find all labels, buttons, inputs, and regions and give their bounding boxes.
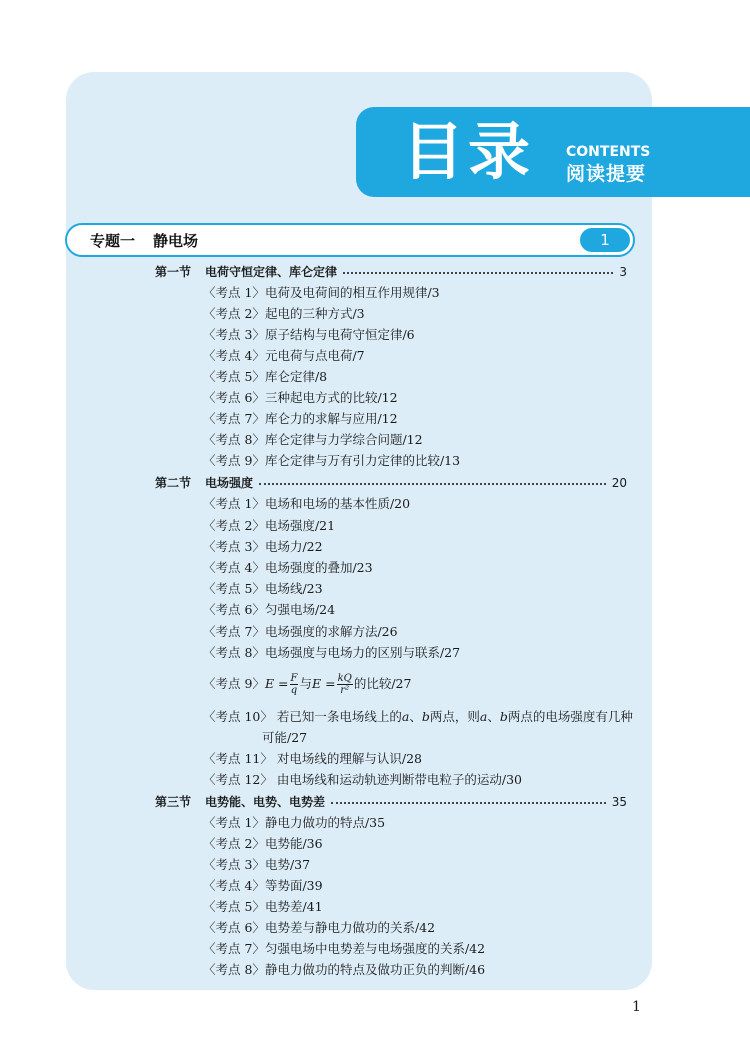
item-text: 电势差与静电力做功的关系/42	[264, 920, 436, 935]
toc-item[interactable]	[203, 707, 633, 727]
toc-item[interactable]	[203, 834, 323, 854]
item-text: 等势面/39	[264, 878, 323, 893]
toc-item[interactable]	[203, 283, 440, 303]
item-label: 〈考点 2〉	[203, 306, 265, 321]
item-text: 电场强度的叠加/23	[264, 560, 373, 575]
leader-dots	[331, 802, 606, 804]
fraction-denominator: q	[290, 685, 298, 696]
toc-item[interactable]	[203, 430, 423, 450]
item-text: 库仑力的求解与应用/12	[264, 411, 398, 426]
toc-item[interactable]	[203, 770, 522, 790]
item-text: 起电的三种方式/3	[264, 306, 365, 321]
banner-title: 目录	[402, 115, 535, 188]
formula-e2: E =	[311, 676, 336, 691]
leader-dots	[259, 483, 606, 485]
item-label: 〈考点 7〉	[203, 624, 265, 639]
item-label: 〈考点 8〉	[203, 962, 265, 977]
toc-item[interactable]	[203, 876, 323, 896]
item-label: 〈考点 4〉	[203, 348, 265, 363]
item-text: 电荷及电荷间的相互作用规律/3	[264, 285, 440, 300]
toc-item[interactable]	[203, 304, 365, 324]
item-text-part: 两点，则	[429, 709, 480, 724]
toc-item[interactable]	[203, 451, 460, 471]
toc-item[interactable]	[203, 494, 410, 514]
item-label: 〈考点 2〉	[203, 836, 265, 851]
chapter-page-badge: 1	[580, 228, 630, 252]
section-page: 20	[611, 476, 627, 490]
item-text: 库仑定律与力学综合问题/12	[264, 432, 423, 447]
item-text-part: 若已知一条电场线上的	[276, 709, 402, 724]
toc-item[interactable]	[203, 918, 435, 938]
item-text: 电场力/22	[264, 539, 323, 554]
toc-section-2[interactable]	[155, 473, 627, 493]
banner-subtitle-en: CONTENTS	[566, 144, 651, 160]
item-label: 〈考点 6〉	[203, 390, 265, 405]
item-label: 〈考点 9〉	[203, 676, 265, 691]
section-number: 第三节	[155, 795, 192, 809]
chapter-heading[interactable]	[90, 230, 198, 252]
item-text: 电场强度与电场力的区别与联系/27	[264, 645, 461, 660]
toc-item[interactable]	[203, 939, 485, 959]
item-label: 〈考点 6〉	[203, 920, 265, 935]
point-a: a	[401, 709, 410, 724]
item-label: 〈考点 5〉	[203, 369, 265, 384]
toc-item[interactable]	[203, 579, 323, 599]
item-label: 〈考点 8〉	[203, 645, 265, 660]
section-number: 第二节	[155, 476, 192, 490]
toc-item[interactable]	[203, 346, 365, 366]
item-label: 〈考点 5〉	[203, 899, 265, 914]
toc-item[interactable]	[203, 367, 327, 387]
item-text: 电场强度的求解方法/26	[264, 624, 398, 639]
item-label: 〈考点 6〉	[203, 602, 265, 617]
section-title: 电荷守恒定律、库仑定律	[205, 265, 338, 279]
item-label: 〈考点 1〉	[203, 496, 265, 511]
item-label: 〈考点 7〉	[203, 941, 265, 956]
chapter-title: 静电场	[153, 232, 199, 250]
toc-item-continuation: 可能/27	[262, 730, 308, 745]
point-a: a	[479, 709, 488, 724]
item-text: 原子结构与电荷守恒定律/6	[264, 327, 415, 342]
item-text: 的比较/27	[353, 676, 412, 691]
item-text: 匀强电场中电势差与电场强度的关系/42	[264, 941, 486, 956]
item-text: 库仑定律/8	[264, 369, 328, 384]
item-label: 〈考点 3〉	[203, 327, 265, 342]
item-label: 〈考点 2〉	[203, 518, 265, 533]
item-label: 〈考点 3〉	[203, 539, 265, 554]
item-text: 静电力做功的特点及做功正负的判断/46	[264, 962, 486, 977]
toc-item-formula[interactable]	[203, 664, 411, 704]
toc-item[interactable]	[203, 600, 335, 620]
item-label: 〈考点 7〉	[203, 411, 265, 426]
item-label: 〈考点 12〉	[203, 772, 273, 787]
item-text: 电场强度/21	[264, 518, 336, 533]
item-label: 〈考点 11〉	[203, 751, 273, 766]
banner-subtitle-cn: 阅读提要	[566, 163, 647, 185]
toc-section-3[interactable]	[155, 792, 627, 812]
item-text: 三种起电方式的比较/12	[264, 390, 398, 405]
item-text: 匀强电场/24	[264, 602, 336, 617]
toc-item[interactable]	[203, 643, 460, 663]
item-text: 电场线/23	[264, 581, 323, 596]
fraction-numerator: F	[290, 673, 298, 684]
section-title: 电势能、电势、电势差	[205, 795, 326, 809]
toc-item[interactable]	[203, 897, 323, 917]
item-text: 电势差/41	[264, 899, 323, 914]
toc-item[interactable]	[203, 813, 385, 833]
formula-connector: 与	[299, 676, 312, 691]
item-label: 〈考点 8〉	[203, 432, 265, 447]
item-label: 〈考点 1〉	[203, 285, 265, 300]
item-label: 〈考点 5〉	[203, 581, 265, 596]
toc-item[interactable]	[203, 558, 373, 578]
item-label: 〈考点 4〉	[203, 560, 265, 575]
toc-item[interactable]	[203, 960, 485, 980]
toc-item[interactable]	[203, 855, 310, 875]
item-text: 由电场线和运动轨迹判断带电粒子的运动/30	[276, 772, 522, 787]
formula-e1: E =	[264, 676, 289, 691]
toc-section-1[interactable]	[155, 262, 627, 282]
item-label: 〈考点 3〉	[203, 857, 265, 872]
toc-item[interactable]	[203, 516, 335, 536]
leader-dots	[343, 272, 613, 274]
item-label: 〈考点 9〉	[203, 453, 265, 468]
toc-item[interactable]	[203, 749, 422, 769]
content-panel	[66, 72, 652, 990]
item-text: 对电场线的理解与认识/28	[276, 751, 422, 766]
chapter-label: 专题一	[90, 232, 136, 250]
section-number: 第一节	[155, 265, 192, 279]
point-b: b	[499, 709, 508, 724]
page-number: 1	[632, 999, 641, 1015]
item-text: 静电力做功的特点/35	[264, 815, 386, 830]
item-text: 库仑定律与万有引力定律的比较/13	[264, 453, 461, 468]
section-title: 电场强度	[205, 476, 254, 490]
toc-item[interactable]	[203, 388, 398, 408]
point-b: b	[421, 709, 430, 724]
item-text: 元电荷与点电荷/7	[264, 348, 365, 363]
item-label: 〈考点 1〉	[203, 815, 265, 830]
separator: 、	[409, 709, 422, 724]
fraction-numerator: kQ	[337, 673, 352, 684]
item-text-part: 两点的电场强度有几种	[507, 709, 633, 724]
item-text: 电势/37	[264, 857, 311, 872]
item-text: 电场和电场的基本性质/20	[264, 496, 411, 511]
item-text: 电势能/36	[264, 836, 323, 851]
section-page: 3	[619, 265, 627, 279]
fraction-f-over-q	[290, 673, 299, 696]
toc-item[interactable]	[203, 622, 398, 642]
item-label: 〈考点 10〉	[203, 709, 273, 724]
toc-item[interactable]	[203, 325, 415, 345]
fraction-kq-over-r2	[337, 673, 353, 696]
section-page: 35	[611, 795, 627, 809]
toc-item[interactable]	[203, 409, 398, 429]
fraction-denominator: r²	[340, 685, 350, 696]
toc-item[interactable]	[203, 537, 323, 557]
item-label: 〈考点 4〉	[203, 878, 265, 893]
separator: 、	[487, 709, 500, 724]
